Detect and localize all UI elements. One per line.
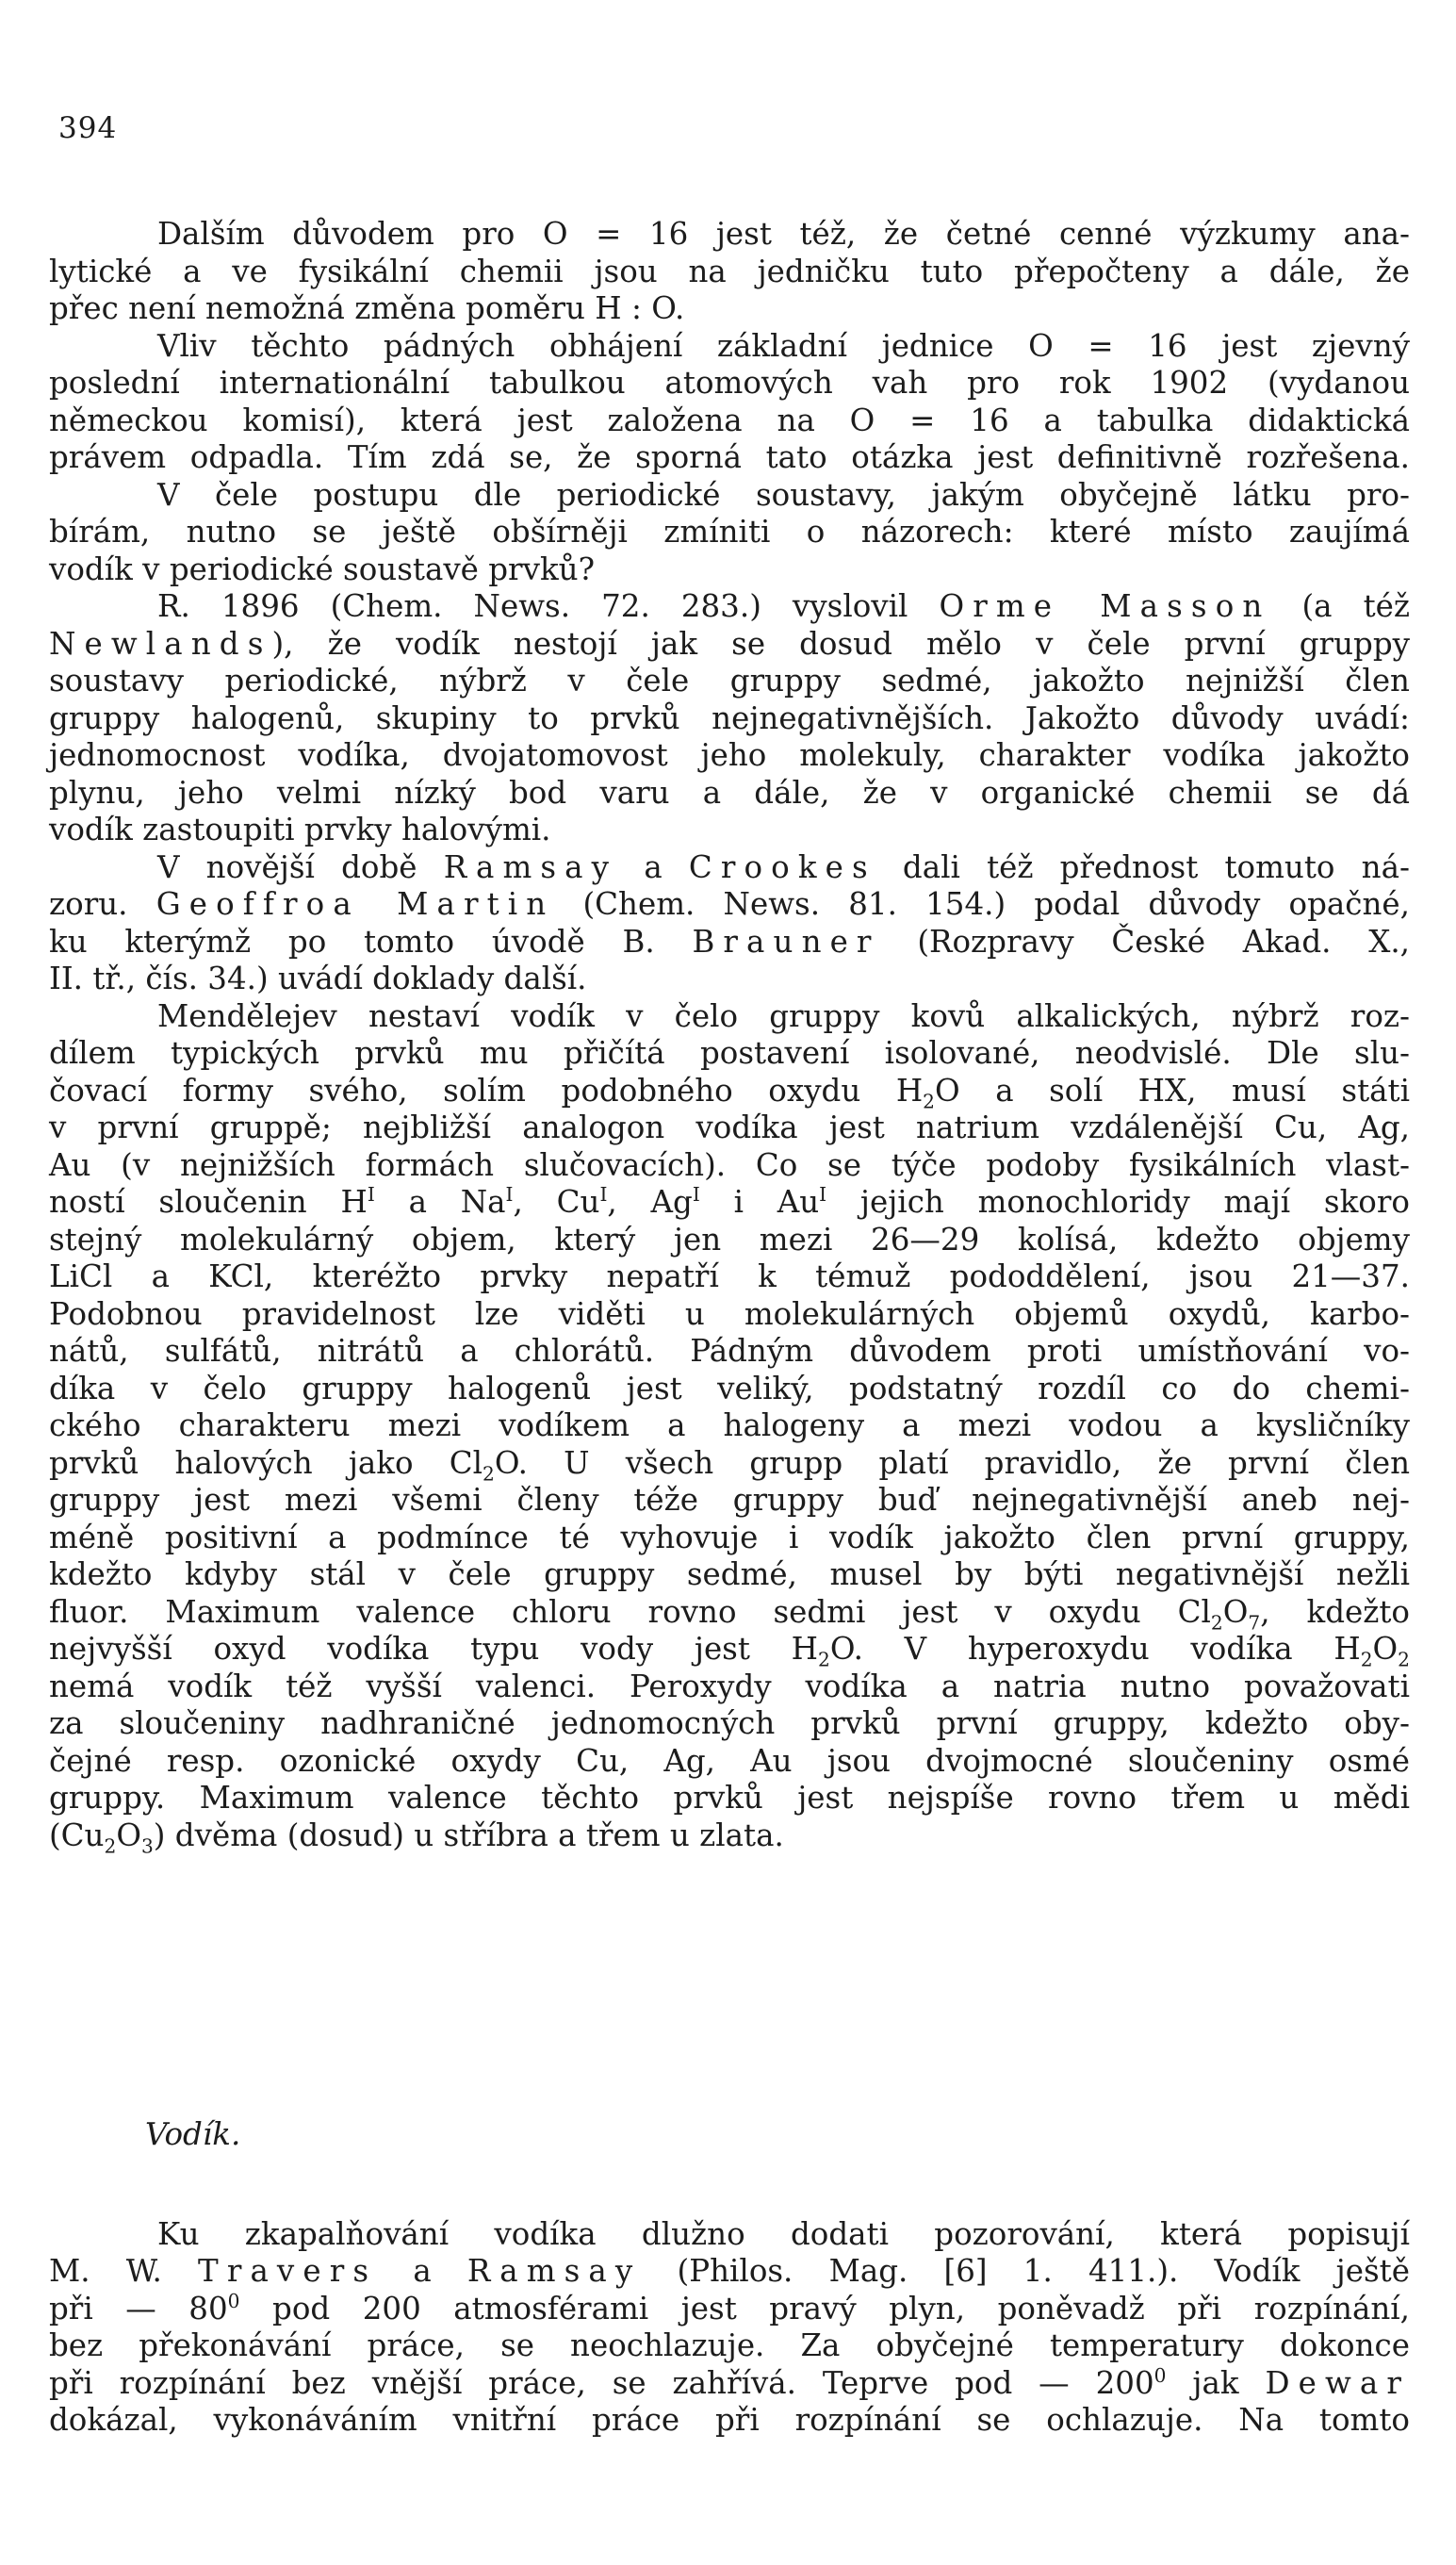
text-line: čovací formy svého, solím podobného oxydu $H_2O$ a solí HX, musí státi bbox=[49, 1072, 1410, 1112]
text-line: za sloučeniny nadhraničné jednomocných prvků první gruppy, kdežto oby- bbox=[49, 1705, 1410, 1741]
text-line: prvků halových jako $Cl_2O$. U všech grupp platí pravidlo, že první člen bbox=[49, 1444, 1410, 1485]
text-line: V čele postupu dle periodické soustavy, jakým obyčejně látku pro- bbox=[157, 476, 1410, 513]
author-name: Ramsay bbox=[466, 2253, 642, 2289]
text-line: právem odpadla. Tím zdá se, že sporná tato otázka jest definitivně rozřešena. bbox=[49, 439, 1410, 475]
text-line: Dalším důvodem pro O = 16 jest též, že četné cenné výzkumy ana- bbox=[157, 216, 1410, 252]
text-line: při rozpínání bez vnější práce, se zahřívá. Teprve pod — $200^0$ jak Dewar bbox=[49, 2363, 1410, 2401]
text-line: ckého charakteru mezi vodíkem a halogeny a mezi vodou a kysličníky bbox=[49, 1407, 1410, 1443]
text-line: gruppy jest mezi všemi členy téže gruppy buď nejnegativnější aneb nej- bbox=[49, 1482, 1410, 1518]
text-line: méně positivní a podmínce té vyhovuje i vodík jakožto člen první gruppy, bbox=[49, 1519, 1410, 1555]
text-line: dokázal, vykonáváním vnitřní práce při rozpínání se ochlazuje. Na tomto bbox=[49, 2402, 1410, 2438]
text-line: bírám, nutno se ještě obšírněji zmíniti o názorech: které místo zaujímá bbox=[49, 514, 1410, 550]
author-name: Travers bbox=[198, 2253, 378, 2289]
text-line: zoru. Geoffroa Martin (Chem. News. 81. 154.) podal důvody opačné, bbox=[49, 886, 1410, 922]
text-line: LiCl a KCl, kteréžto prvky nepatří k témuž pododdělení, jsou 21—37. bbox=[49, 1258, 1410, 1294]
text-line: gruppy halogenů, skupiny to prvků nejnegativnějších. Jakožto důvody uvádí: bbox=[49, 699, 1410, 736]
text-line: přec není nemožná změna poměru H : O. bbox=[49, 290, 685, 326]
text-line: stejný molekulárný objem, který jen mezi 26—29 kolísá, kdežto objemy bbox=[49, 1221, 1410, 1258]
text-line: II. tř., čís. 34.) uvádí doklady další. bbox=[49, 961, 587, 996]
text-line: jednomocnost vodíka, dvojatomovost jeho molekuly, charakter vodíka jakožto bbox=[49, 737, 1410, 773]
text-line: bez překonávání práce, se neochlazuje. Za obyčejné temperatury dokonce bbox=[49, 2327, 1410, 2363]
text-line: plynu, jeho velmi nízký bod varu a dále, že v organické chemii se dá bbox=[49, 774, 1410, 811]
text-line: dílem typických prvků mu přičítá postavení isolované, neodvislé. Dle slu- bbox=[49, 1035, 1410, 1071]
author-name: Ramsay bbox=[443, 848, 618, 885]
author-name: Brauner bbox=[692, 923, 880, 960]
text-line: nemá vodík též vyšší valenci. Peroxydy vodíka a natria nutno považovati bbox=[49, 1668, 1410, 1704]
page-number: 394 bbox=[58, 111, 118, 145]
author-name: Newlands bbox=[49, 625, 272, 662]
text-line: soustavy periodické, nýbrž v čele gruppy sedmé, jakožto nejnižší člen bbox=[49, 663, 1410, 699]
text-line: fluor. Maximum valence chloru rovno sedmi jest v oxydu $Cl_2O_7$, kdežto bbox=[49, 1593, 1410, 1634]
text-line: M. W. Travers a Ramsay (Philos. Mag. [6] 1. 411.). Vodík ještě bbox=[49, 2253, 1410, 2289]
author-name: Orme Masson bbox=[939, 588, 1271, 624]
text-line: Au (v nejnižších formách slučovacích). Co se týče podoby fysikálních vlast- bbox=[49, 1146, 1410, 1183]
text-line: německou komisí), která jest založena na O = 16 a tabulka didaktická bbox=[49, 402, 1410, 438]
text-line: nátů, sulfátů, nitrátů a chlorátů. Pádným důvodem proti umístňování vo- bbox=[49, 1333, 1410, 1369]
text-line: R. 1896 (Chem. News. 72. 283.) vyslovil Orme Masson (a též bbox=[157, 588, 1410, 624]
text-line: Newlands), že vodík nestojí jak se dosud mělo v čele první gruppy bbox=[49, 625, 1410, 662]
text-line: V novější době Ramsay a Crookes dali též přednost tomuto ná- bbox=[157, 848, 1410, 885]
text-line: lytické a ve fysikální chemii jsou na jedničku tuto přepočteny a dále, že bbox=[49, 253, 1410, 289]
text-line: $(Cu_2O_3)$ dvěma (dosud) u stříbra a třem u zlata. bbox=[49, 1817, 784, 1857]
text-line: díka v čelo gruppy halogenů jest veliký, podstatný rozdíl co do chemi- bbox=[49, 1370, 1410, 1406]
text-line: při — $80^0$ pod 200 atmosférami jest pravý plyn, poněvadž při rozpínání, bbox=[49, 2289, 1410, 2327]
author-name: Geoffroa Martin bbox=[155, 886, 555, 922]
text-line: Podobnou pravidelnost lze viděti u molekulárných objemů oxydů, karbo- bbox=[49, 1295, 1410, 1332]
text-line: ností sloučenin $H^I$ a $Na^I$, $Cu^I$, $Ag^I$ i $Au^I$ jejich monochloridy mají skoro bbox=[49, 1183, 1410, 1220]
author-name: Crookes bbox=[688, 848, 876, 885]
text-line: v první gruppě; nejbližší analogon vodíka jest natrium vzdálenější Cu, Ag, bbox=[49, 1110, 1410, 1145]
text-line: ku kterýmž po tomto úvodě B. Brauner (Rozpravy České Akad. X., bbox=[49, 923, 1410, 960]
text-line: čejné resp. ozonické oxydy Cu, Ag, Au jsou dvojmocné sloučeniny osmé bbox=[49, 1742, 1410, 1779]
text-line: nejvyšší oxyd vodíka typu vody jest $H_2O$. V hyperoxydu vodíka $H_2O_2$ bbox=[49, 1631, 1410, 1671]
section-heading: Vodík. bbox=[145, 2116, 241, 2152]
text-line: poslední internationální tabulkou atomových vah pro rok 1902 (vydanou bbox=[49, 365, 1410, 401]
text-line: gruppy. Maximum valence těchto prvků jest nejspíše rovno třem u mědi bbox=[49, 1780, 1410, 1816]
text-line: kdežto kdyby stál v čele gruppy sedmé, musel by býti negativnější nežli bbox=[49, 1556, 1410, 1592]
section-vodik bbox=[49, 2116, 1410, 2440]
main-text-block bbox=[49, 216, 1410, 1857]
text-line: vodík zastoupiti prvky halovými. bbox=[49, 812, 551, 847]
text-line: vodík v periodické soustavě prvků? bbox=[49, 551, 596, 587]
text-line: Vliv těchto pádných obhájení základní jednice O = 16 jest zjevný bbox=[157, 327, 1410, 364]
text-line: Ku zkapalňování vodíka dlužno dodati pozorování, která popisují bbox=[157, 2215, 1410, 2252]
author-name: Dewar bbox=[1265, 2364, 1410, 2401]
text-line: Mendělejev nestaví vodík v čelo gruppy kovů alkalických, nýbrž roz- bbox=[157, 997, 1410, 1034]
